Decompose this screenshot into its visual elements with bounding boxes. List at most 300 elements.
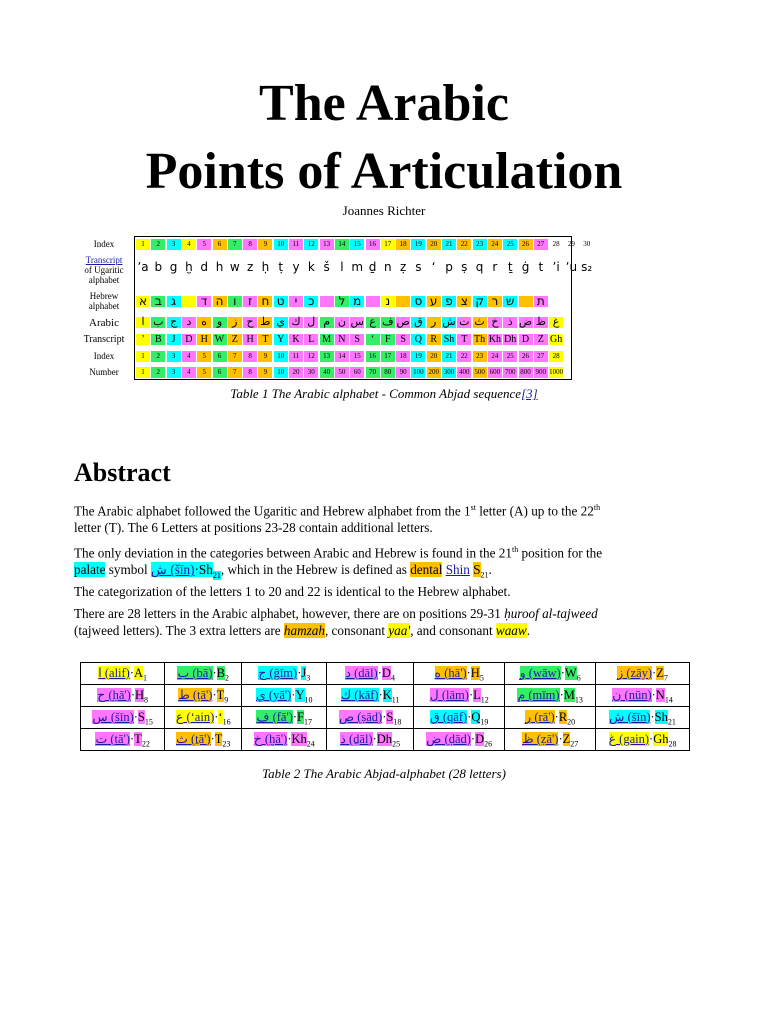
index-bottom-cell: 7 [228,351,242,362]
letter-index: 11 [391,695,400,705]
index-top-cell: 10 [274,239,288,250]
separator: · [649,731,654,746]
letter-latin: Z [562,731,571,746]
transcript-cell: N [335,334,349,345]
letter-link[interactable]: ي (yā') [255,687,292,702]
index-top-cell: 12 [304,239,318,250]
number-cell: 80 [381,367,395,378]
index-top-cell: 25 [503,239,517,250]
separator: · [558,731,563,746]
index-bottom-cell: 18 [396,351,410,362]
hebrew-cell [320,296,334,307]
index-top-cell: 29 [567,240,575,248]
ugaritic-cell: ġ [521,260,530,274]
p1-sup-1: st [470,503,476,512]
hebrew-cell: ה [213,296,227,307]
number-cell: 900 [535,368,547,376]
number-cell: 2 [151,367,165,378]
letter-link[interactable]: ن (nūn) [612,687,652,702]
arabic-cell: غ [549,317,563,328]
transcript-cell: Sh [443,334,455,345]
arabic-cell: ع [366,317,380,328]
hebrew-cell: ק [473,296,487,307]
separator: · [292,709,298,724]
arabic-cell: ث [474,316,485,328]
letter-cell [165,685,242,707]
letter-link[interactable]: ب (bā) [177,665,213,680]
number-cell: 200 [428,368,439,376]
letter-link[interactable]: ث (ṯā') [176,731,211,746]
letter-index: 1 [143,673,148,683]
hebrew-cell: ר [488,296,502,307]
arabic-cell: ه [197,317,211,328]
letter-index: 15 [144,717,153,727]
letter-link[interactable]: و (wāw) [519,665,561,680]
separator: · [291,687,296,702]
p1-text-a: The Arabic alphabet followed the Ugaritic and Hebrew alphabet from the 1 [74,503,471,519]
letter-link[interactable]: ك (kāf) [340,687,379,702]
letter-link[interactable]: ع (ʻain) [175,709,215,724]
transcript-cell: ʻ [366,334,380,345]
letter-cell [165,663,242,685]
letter-cell [327,685,414,707]
paragraph-2: The only deviation in the categories between Arabic and Hebrew is found in the 21th position for the palate symbol ش $(šīn)\cdot Sh_{21}$, which in the Hebrew is defined as dental Shin $S_{21}$. [74,545,603,581]
p2-s: S [473,562,481,578]
letter-cell [242,707,327,729]
letter-link[interactable]: ت (tā') [95,731,130,746]
letter-cell [327,729,414,751]
letter-cell [242,729,327,751]
index-top-cell: 27 [534,239,548,250]
index-top-cell: 24 [488,239,502,250]
table-row [81,663,690,685]
ugaritic-cell: ẓ [399,260,407,274]
ugaritic-cell: p [445,260,453,274]
index-top-cell: 21 [442,239,456,250]
transcript-cell: S [396,334,410,345]
number-cell: 100 [413,368,424,376]
index-top-cell: 20 [427,239,441,250]
hebrew-cell: צ [457,296,471,307]
p2-dental: dental [410,562,443,578]
letter-cell [165,707,242,729]
separator: · [133,709,138,724]
ugaritic-cell: w [229,260,240,274]
letter-latin: Sh [654,709,668,724]
number-cell: 9 [258,367,272,378]
arabic-cell: ا [136,317,150,328]
transcript-cell: Th [474,334,486,345]
letter-latin: Kh [291,731,307,746]
index-top-cell: 17 [381,239,395,250]
separator: · [468,687,474,702]
separator: · [372,731,377,746]
hebrew-cell: נ [381,296,395,307]
label-arabic: Arabic [89,317,119,329]
separator: · [210,731,215,746]
paragraph-3: The categorization of the letters 1 to 20 and 22 is identical to the Hebrew alphabet. [74,584,511,599]
label-index-bottom: Index [93,351,115,361]
ugaritic-cell: r [492,260,498,274]
number-cell: 4 [182,367,196,378]
arabic-cell: ج [167,317,181,328]
letter-link[interactable]: ط (ṭā') [178,687,213,702]
letter-index: 21 [667,717,676,727]
letter-latin: M [563,687,575,702]
ugaritic-cell: ʼu [565,260,578,274]
index-bottom-cell: 9 [258,351,272,362]
letter-cell [414,663,505,685]
arabic-cell: ك [289,317,303,328]
p4-hamzah: hamzah [283,623,325,638]
index-top-cell: 26 [519,239,533,250]
arabic-cell: ف [382,316,394,328]
letter-link[interactable]: ا (alif) [98,665,130,680]
separator: · [297,665,302,680]
hebrew-cell: כ [304,296,318,307]
transcript-cell: Q [411,334,425,345]
letter-latin: D [475,731,485,746]
arabic-cell: ز [228,317,242,328]
hebrew-cell: ד [197,296,211,307]
transcript-cell: D [519,334,533,345]
index-bottom-cell: 10 [274,351,288,362]
number-cell: 300 [443,368,455,376]
transcript-cell: J [167,334,181,345]
hebrew-cell: ש [503,296,517,307]
hebrew-cell: ו [228,296,242,307]
ugaritic-cell: ṯ [507,260,513,274]
letter-latin: D [381,665,391,680]
arabic-cell: د [182,317,196,328]
arabic-cell: ب [153,316,164,328]
ugaritic-cell: ṣ [461,260,468,274]
letter-latin: W [564,665,577,680]
arabic-cell: ل [304,317,318,328]
letter-index: 12 [480,695,489,705]
letter-latin: T [216,687,225,702]
hebrew-cell: ל [335,296,349,307]
index-bottom-cell: 28 [549,351,563,362]
letter-cell [327,707,414,729]
index-bottom-cell: 23 [473,351,487,362]
letter-latin: ʻ [218,709,223,724]
letter-index: 5 [479,673,484,683]
letter-link[interactable]: ف (fā') [256,709,293,724]
hebrew-cell: י [289,296,303,307]
letter-link[interactable]: غ (gain) [608,731,650,746]
separator: · [470,731,476,746]
letter-link[interactable]: م (mīm) [517,687,560,702]
letter-link[interactable]: ض (ḍād) [426,731,471,746]
letter-cell [414,729,505,751]
letter-index: 19 [480,717,489,727]
letter-latin: J [301,665,307,680]
ugaritic-cell: s₂ [581,260,593,274]
letter-cell [165,729,242,751]
table2-caption: Table 2 The Arabic Abjad-alphabet (28 letters) [262,766,506,781]
index-top-cell: 28 [552,240,560,248]
number-cell: 3 [167,367,181,378]
index-bottom-cell: 2 [151,351,165,362]
index-bottom-cell: 8 [243,351,257,362]
index-top-cell: 15 [350,239,364,250]
index-bottom-cell: 1 [136,351,150,362]
ugaritic-cell: k [307,260,315,274]
transcript-cell: K [289,334,303,345]
letter-link[interactable]: ظ (ẓā') [522,731,559,746]
letter-latin: F [297,709,304,724]
title-line-2: Points of Articulation [145,143,623,200]
letter-link[interactable]: س (šīn) [92,709,134,724]
letter-latin: S [386,709,394,724]
separator: · [382,709,387,724]
title-line-1: The Arabic [259,75,509,132]
index-top-cell: 3 [167,239,181,250]
ugaritic-cell: ḥ [261,260,270,274]
p2-sin-link[interactable]: ش (šīn) [150,562,195,578]
p4-tajweed: ḥuroof al-tajweed [504,606,598,621]
arabic-cell: ط [260,316,271,328]
number-cell: 5 [197,367,211,378]
letter-index: 17 [304,717,312,727]
ugaritic-cell: d [200,260,208,274]
letter-index: 10 [304,695,313,705]
letter-link[interactable]: ر (rā') [525,709,555,724]
ugaritic-cell: ʻ [431,260,436,274]
letter-index: 14 [664,695,673,705]
arabic-cell: ش [442,316,456,328]
table-row [81,707,690,729]
letter-cell [505,663,596,685]
ugaritic-cell: y [292,260,300,274]
arabic-cell: ق [411,317,425,328]
transcript-cell: D [182,334,196,345]
index-bottom-cell: 24 [488,351,502,362]
index-top-cell: 18 [396,239,410,250]
letter-link[interactable]: ح (ḥā') [97,687,131,702]
p2-text-b: position for the [518,545,603,561]
letter-cell [596,685,690,707]
hebrew-cell [182,296,196,307]
index-bottom-cell: 4 [182,351,196,362]
letter-link[interactable]: ز (zāy) [617,665,653,680]
number-cell: 90 [396,367,410,378]
letter-latin: S [137,709,145,724]
index-top-cell: 4 [182,239,196,250]
number-cell: 400 [459,368,470,376]
transcript-cell: F [381,334,395,345]
number-cell: 70 [366,367,380,378]
letter-cell [596,663,690,685]
letter-link[interactable]: ل (lām) [429,687,469,702]
hebrew-cell: ח [258,296,272,307]
p1-text-b: letter (A) up to the 22 [475,503,594,519]
index-top-cell: 11 [289,239,303,250]
p2-text-d: , which in the Hebrew is defined as [220,562,411,578]
index-top-cell: 30 [583,240,591,248]
label-of-ugaritic: of Ugaritic [84,265,124,275]
letter-latin: T [214,731,223,746]
label-index: Index [93,239,115,249]
arabic-cell: ر [427,317,441,328]
letter-link[interactable]: ق (qāf) [430,709,468,724]
index-bottom-cell: 25 [503,351,517,362]
p4-text-a: There are 28 letters in the Arabic alphabet, however, there are on positions 29-31 [74,606,505,621]
arabic-cell: س [350,316,364,328]
number-cell: 10 [274,367,288,378]
index-bottom-cell: 19 [411,351,425,362]
letter-latin: Q [471,709,481,724]
index-top-cell: 19 [411,239,425,250]
ugaritic-cell: n [383,260,392,274]
label-number: Number [89,367,119,377]
arabic-cell: خ [488,317,502,328]
letter-link[interactable]: خ (ḫā') [253,731,288,746]
index-top-cell: 5 [197,239,211,250]
index-top-cell: 14 [335,239,349,250]
hebrew-cell: מ [350,296,364,307]
hebrew-cell: פ [442,296,456,307]
letter-index: 24 [306,739,315,749]
hebrew-cell: ט [274,296,288,307]
arabic-cell: ص [396,316,410,328]
label-transcript: Transcript [83,334,125,345]
separator: · [467,709,472,724]
transcript-cell: B [151,334,165,345]
letter-latin: Y [295,687,305,702]
number-cell: 500 [474,368,485,376]
letter-cell [505,729,596,751]
transcript-cell: Z [534,334,548,345]
ugaritic-cell: m [351,260,364,274]
ugaritic-cell: ʼi [552,260,560,274]
p4-text-f: . [526,623,530,638]
letter-latin: R [558,709,568,724]
ugaritic-cell: ḏ [368,260,377,274]
separator: · [130,731,135,746]
letter-link[interactable]: ص (ṣād) [338,709,383,724]
ugaritic-cell: b [154,260,163,274]
letter-index: 9 [224,695,229,705]
ugaritic-cell: q [475,260,484,274]
number-cell: 8 [243,367,257,378]
letter-index: 27 [570,739,579,749]
transcript-cell: Kh [488,334,501,345]
hebrew-cell: ב [151,296,165,307]
separator: · [651,687,656,702]
arabic-cell: ت [459,316,470,328]
transcript-cell: M [320,334,334,345]
p2-shin-link[interactable]: Shin [445,562,470,578]
letter-index: 6 [576,673,581,683]
index-bottom-cell: 21 [442,351,456,362]
transcript-cell: Z [228,334,242,345]
p1-text-c: letter (T). The 6 Letters at positions 23-28 contain additional letters. [74,520,433,536]
letter-link[interactable]: ج (ǧīm) [258,665,298,680]
index-bottom-cell: 26 [519,351,533,362]
letter-index: 16 [222,717,231,727]
separator: · [130,687,136,702]
index-bottom-cell: 16 [366,351,380,362]
hebrew-cell: ס [411,296,425,307]
index-top-cell: 7 [228,239,242,250]
index-top-cell: 1 [136,239,150,250]
ugaritic-cell: g [169,260,178,274]
letter-index: 25 [392,739,401,749]
arabic-cell: ح [243,317,257,328]
letter-latin: H [470,665,480,680]
ugaritic-cell: ṭ [278,260,284,274]
letter-index: 2 [225,673,230,683]
reference-link[interactable]: [3] [521,386,538,401]
separator: · [378,687,383,702]
separator: · [650,709,655,724]
p1-sup-2: th [593,503,601,512]
separator: · [212,687,217,702]
index-bottom-cell: 14 [335,351,349,362]
number-cell: 7 [228,367,242,378]
letter-link[interactable]: ه (hā') [434,665,467,680]
p4-yaa: yaa' [388,623,411,638]
p2-sub: 21 [212,571,221,581]
transcript-cell: W [213,334,227,345]
transcript-cell: Y [274,334,288,345]
table-row [81,685,690,707]
transcript-cell: H [197,334,211,345]
index-bottom-cell: 15 [350,351,364,362]
letter-link[interactable]: ذ (ḏāl) [340,731,373,746]
separator: · [377,665,382,680]
ugaritic-cell: š [323,260,330,274]
index-bottom-cell: 27 [534,351,548,362]
letter-latin: K [382,687,392,702]
label-alphabet: alphabet [88,275,120,285]
letter-index: 7 [663,673,668,683]
index-top-cell: 2 [151,239,165,250]
separator: · [559,687,564,702]
p4-waaw: waaw [495,623,527,638]
hebrew-cell: ז [243,296,257,307]
abjad-alphabet-table [80,662,690,751]
ugaritic-cell: s [415,260,422,274]
letter-link[interactable]: ش (šīn) [609,709,651,724]
paragraph-1 [74,499,698,536]
letter-cell [242,685,327,707]
letter-cell [596,729,690,751]
separator: · [560,665,565,680]
label-hebrew: Hebrew [89,291,119,301]
transcript-cell: ʼ [136,334,150,345]
index-bottom-cell: 11 [289,351,303,362]
letter-latin: B [216,665,226,680]
transcript-cell: L [304,334,318,345]
p4-text-c: (tajweed letters). The 3 extra letters are [74,623,284,638]
letter-link[interactable]: د (dāl) [345,665,378,680]
transcript-cell: H [243,334,257,345]
label-transcript-link[interactable]: Transcript [85,255,123,265]
hebrew-cell: א [136,296,150,307]
arabic-cell: م [320,317,334,328]
hebrew-cell [366,296,380,307]
number-cell: 700 [504,368,516,376]
letter-cell [242,663,327,685]
number-cell: 50 [335,367,349,378]
letter-index: 4 [390,673,395,683]
table-row [81,729,690,751]
index-bottom-cell: 6 [213,351,227,362]
table1-caption-text: Table 1 The Arabic alphabet - Common Abjad sequence [230,386,522,401]
